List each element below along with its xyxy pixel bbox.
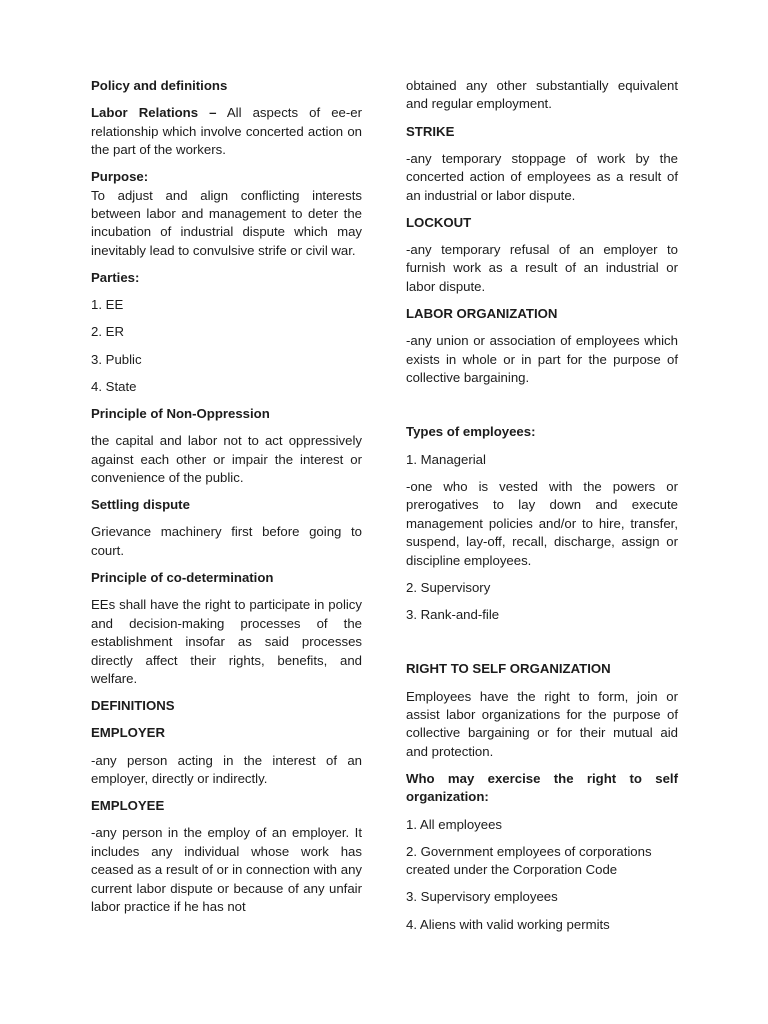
settling-dispute-heading: Settling dispute: [91, 497, 190, 513]
purpose-heading: Purpose:: [91, 169, 149, 185]
strike-text: -any temporary stoppage of work by the concerted action of employees as a result of an industrial or labor dispute.: [406, 150, 678, 203]
labor-organization-text: -any union or association of employees which exists in whole or in part for the purpose of collective bargaining.: [406, 333, 678, 386]
left-column: [91, 77, 362, 925]
who-may-item: 4. Aliens with valid working permits: [406, 916, 610, 932]
who-may-item: 1. All employees: [406, 816, 503, 832]
employee-text: -any person in the employ of an employer. It includes any individual whose work has ceased as a result of or in connection with any current labor dispute or because of any unfair labor practice if he has not: [91, 825, 362, 914]
labor-relations-term: Labor Relations –: [91, 105, 217, 121]
party-item: 4. State: [91, 378, 137, 394]
codetermination-heading: Principle of co-determination: [91, 570, 274, 586]
who-may-exercise-heading: Who may exercise the right to self organization:: [406, 770, 678, 805]
policy-heading: Policy and definitions: [91, 78, 228, 93]
types-of-employees-heading: Types of employees:: [406, 424, 536, 440]
party-item: 3. Public: [91, 351, 142, 367]
right-column: [406, 77, 678, 943]
strike-heading: STRIKE: [406, 123, 455, 139]
purpose-text: To adjust and align conflicting interests between labor and management to deter the incubation of industrial dispute which may inevitably lead to convulsive strife or civil war.: [91, 187, 362, 258]
non-oppression-text: the capital and labor not to act oppressively against each other or impair the interest or convenience of the public.: [91, 433, 362, 486]
employee-type-rank-and-file: 3. Rank-and-file: [406, 606, 500, 622]
employee-type-managerial: 1. Managerial: [406, 451, 486, 467]
self-organization-heading: RIGHT TO SELF ORGANIZATION: [406, 661, 611, 677]
labor-relations-definition: [91, 104, 362, 159]
non-oppression-heading: Principle of Non-Oppression: [91, 406, 270, 422]
who-may-item: 2. Government employees of corporations created under the Corporation Code: [406, 843, 652, 878]
self-organization-text: Employees have the right to form, join or assist labor organizations for the purpose of collective bargaining or for their mutual aid and protection.: [406, 688, 678, 759]
definitions-heading: DEFINITIONS: [91, 698, 175, 714]
employee-text-continued: obtained any other substantially equivalent and regular employment.: [406, 78, 678, 112]
settling-dispute-text: Grievance machinery first before going to court.: [91, 524, 362, 558]
labor-organization-heading: LABOR ORGANIZATION: [406, 306, 558, 322]
lockout-text: -any temporary refusal of an employer to furnish work as a result of an industrial or labor dispute.: [406, 242, 678, 294]
who-may-item: 3. Supervisory employees: [406, 889, 558, 905]
employer-text: -any person acting in the interest of an employer, directly or indirectly.: [91, 752, 362, 786]
party-item: 2. ER: [91, 324, 124, 340]
codetermination-text: EEs shall have the right to participate in policy and decision-making processes of the establishment insofar as said processes directly affect their rights, benefits, and welfare.: [91, 597, 362, 686]
lockout-heading: LOCKOUT: [406, 214, 472, 230]
managerial-text: -one who is vested with the powers or prerogatives to lay down and execute management policies and/or to hire, transfer, suspend, lay-off, recall, discharge, assign or discipline employees.: [406, 478, 678, 568]
employee-type-supervisory: 2. Supervisory: [406, 579, 491, 595]
party-item: 1. EE: [91, 297, 124, 313]
employee-heading: EMPLOYEE: [91, 798, 165, 814]
labor-relations-text: All aspects of ee-er relationship which involve concerted action on the part of the workers.: [91, 105, 362, 158]
parties-heading: Parties:: [91, 270, 140, 286]
employer-heading: EMPLOYER: [91, 725, 166, 741]
